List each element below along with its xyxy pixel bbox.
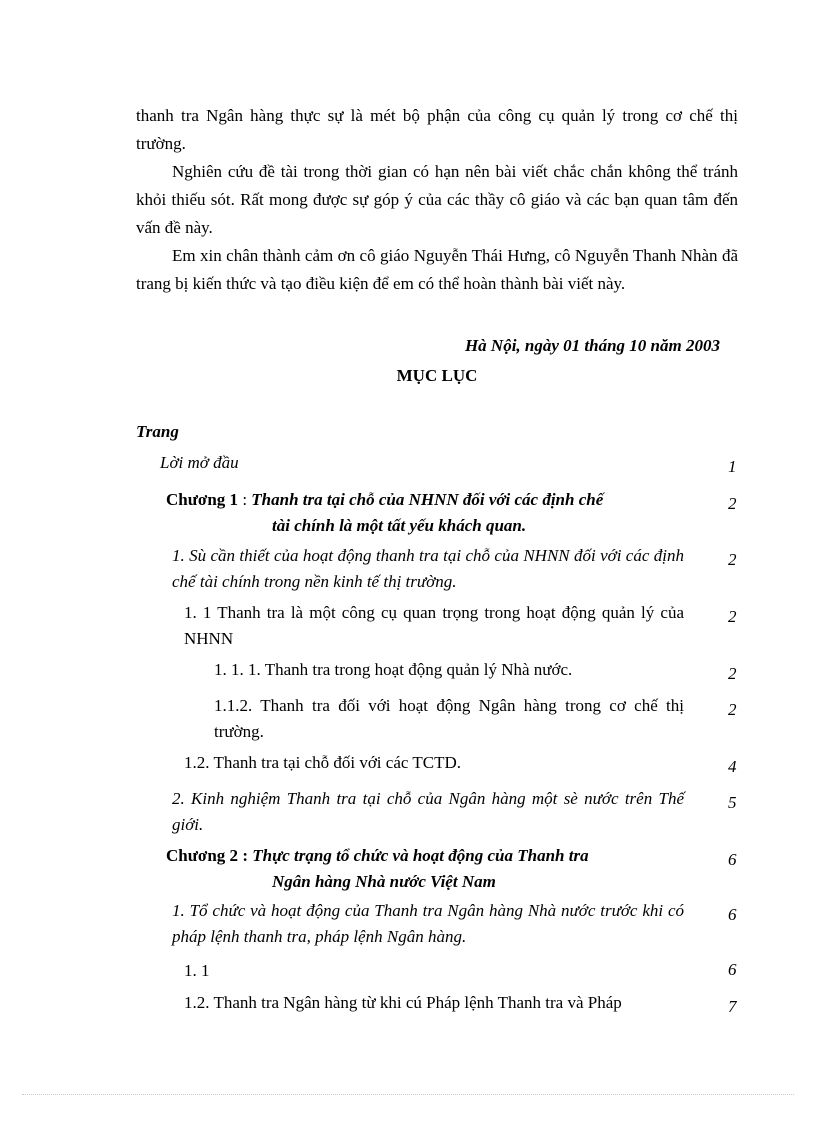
toc-page-number: 2	[728, 494, 737, 513]
chapter-label: Chương 2	[166, 846, 239, 865]
chapter-title-line-2: tài chính là một tất yếu khách quan.	[272, 516, 527, 535]
toc-page-number: 6	[728, 960, 737, 979]
toc-page-number: 2	[728, 664, 737, 683]
body-paragraph-3: Em xin chân thành cảm ơn cô giáo Nguyễn Thái Hưng, cô Nguyễn Thanh Nhàn đã trang bị kiến thức và tạo điều kiện để em có thể hoàn thành bài viết này.	[136, 246, 738, 293]
toc-entry-chapter-1	[166, 487, 686, 539]
toc-page-number: 2	[728, 607, 737, 626]
chapter-title-line-1: Thực trạng tổ chức và hoạt động của Thanh tra	[252, 846, 589, 865]
toc-page-number: 2	[728, 700, 737, 719]
body-paragraph-2: Nghiên cứu đề tài trong thời gian có hạn nên bài viết chắc chắn không thể tránh khỏi thiếu sót. Rất mong được sự góp ý của các thầy cô giáo và các bạn quan tâm đến vấn đề này.	[136, 162, 738, 237]
toc-entry-ch2-section-1-1: 1. 1	[184, 961, 210, 980]
chapter-label: Chương 1	[166, 490, 239, 509]
toc-entry-ch2-section-1-2: 1.2. Thanh tra Ngân hàng từ khi cú Pháp lệnh Thanh tra và Pháp	[184, 993, 622, 1012]
toc-page-number: 7	[728, 997, 737, 1016]
toc-page-column-label: Trang	[136, 422, 179, 441]
toc-entry-section-1-2: 1.2. Thanh tra tại chỗ đối với các TCTD.	[184, 753, 461, 772]
date-line: Hà Nội, ngày 01 tháng 10 năm 2003	[464, 336, 720, 355]
body-paragraph-1: thanh tra Ngân hàng thực sự là mét bộ phận của công cụ quản lý trong cơ chế thị trường.	[136, 106, 738, 153]
toc-entry-chapter-2	[166, 843, 686, 895]
toc-entry-section-1-1-1: 1. 1. 1. Thanh tra trong hoạt động quản lý Nhà nước.	[214, 660, 573, 679]
toc-page-number: 6	[728, 850, 737, 869]
toc-entry-section-1-1-2: 1.1.2. Thanh tra đối với hoạt động Ngân hàng trong cơ chế thị trường.	[214, 696, 684, 741]
chapter-title-line-1: Thanh tra tại chỗ của NHNN đối với các định chế	[251, 490, 604, 509]
toc-entry-section-1: 1. Sù cần thiết của hoạt động thanh tra tại chỗ của NHNN đối với các định chế tài chính trong nền kinh tế thị trường.	[172, 546, 684, 591]
toc-page-number: 4	[728, 757, 737, 776]
chapter-title-line-2: Ngân hàng Nhà nước Việt Nam	[272, 872, 496, 891]
toc-entry-ch2-section-1: 1. Tổ chức và hoạt động của Thanh tra Ngân hàng Nhà nước trước khi có pháp lệnh thanh tra, pháp lệnh Ngân hàng.	[172, 901, 684, 946]
toc-page-number: 6	[728, 905, 737, 924]
toc-entry-intro: Lời mở đầu	[160, 453, 239, 472]
toc-page-number: 5	[728, 793, 737, 812]
toc-entry-section-1-1: 1. 1 Thanh tra là một công cụ quan trọng trong hoạt động quản lý của NHNN	[184, 603, 684, 648]
chapter-separator: :	[238, 490, 252, 509]
toc-entry-section-2: 2. Kinh nghiệm Thanh tra tại chỗ của Ngân hàng một sè nước trên Thế giới.	[172, 789, 684, 834]
chapter-separator: :	[238, 846, 253, 865]
toc-title: MỤC LỤC	[396, 366, 478, 385]
footer-divider	[22, 1094, 794, 1095]
toc-page-number: 2	[728, 550, 737, 569]
toc-page-number: 1	[728, 457, 737, 476]
